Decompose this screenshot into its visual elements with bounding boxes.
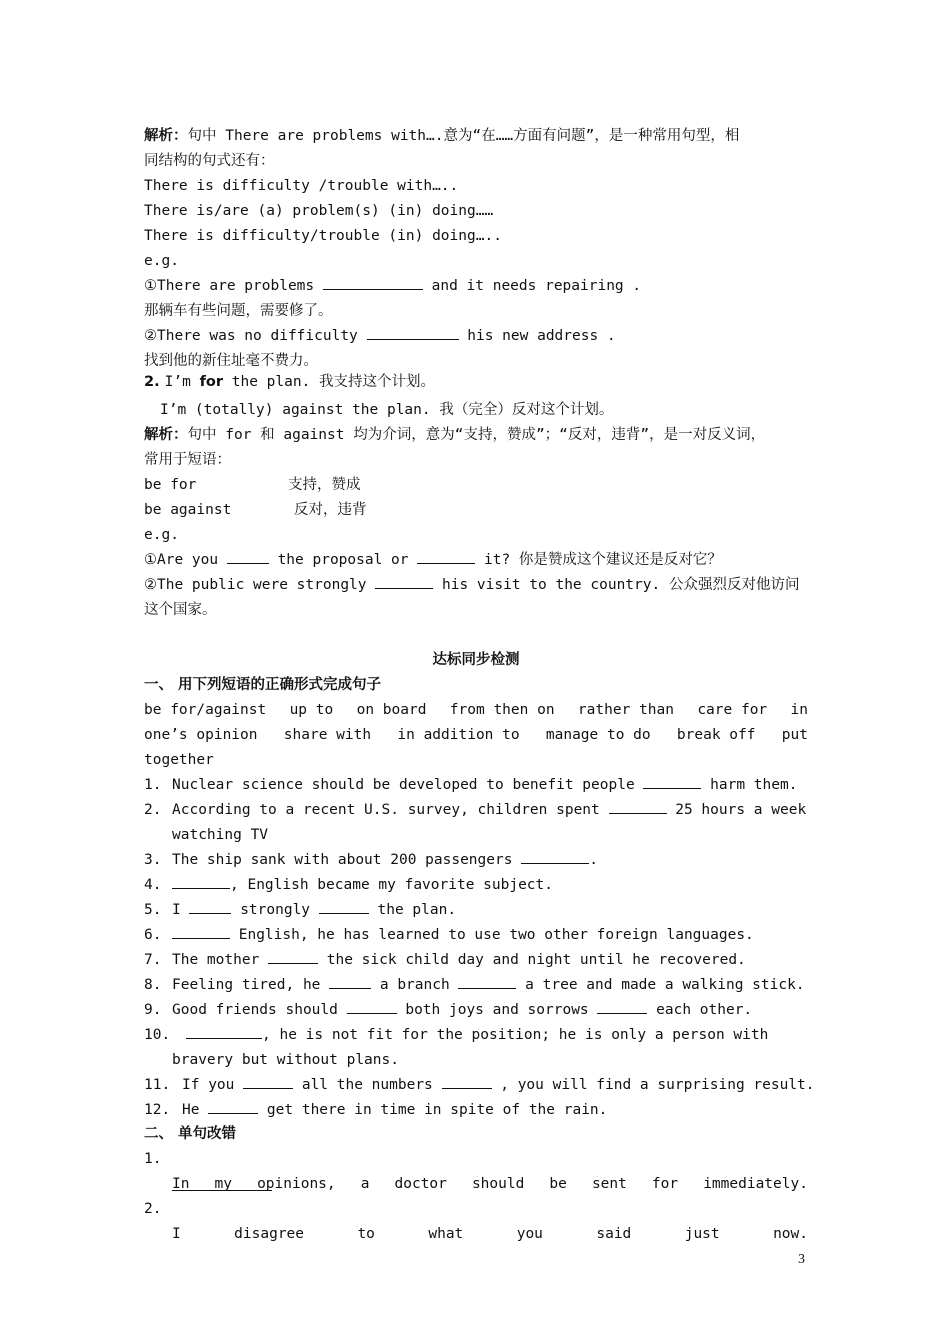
analysis-line-3: 解析：句中 for 和 against 均为介词，意为“支持，赞成”；“反对，违背”，是一对反义词， bbox=[144, 427, 766, 443]
page-number: 3 bbox=[798, 1252, 805, 1267]
blank[interactable] bbox=[329, 974, 371, 989]
question-12: 12. He get there in time in spite of the rain. bbox=[144, 1098, 808, 1123]
example-2: ②There was no difficulty his new address . bbox=[144, 324, 808, 349]
blank[interactable] bbox=[609, 799, 667, 814]
question-9: 9. Good friends should both joys and sorrows each other. bbox=[144, 998, 808, 1023]
blank[interactable] bbox=[375, 574, 433, 589]
point-2-sentence: 2. I’m for the plan. 我支持这个计划。 bbox=[144, 374, 436, 390]
question-3: 3. The ship sank with about 200 passengers . bbox=[144, 848, 808, 873]
point-2-contrast: I’m (totally) against the plan. 我（完全）反对这个计划。 bbox=[160, 402, 614, 418]
analysis-line-4: 常用于短语： bbox=[144, 452, 231, 468]
example-3: ①Are you the proposal or it? 你是赞成这个建议还是反对它？ bbox=[144, 548, 808, 573]
blank[interactable] bbox=[172, 924, 230, 939]
example-2-translation: 找到他的新住址毫不费力。 bbox=[144, 353, 318, 369]
blank[interactable] bbox=[208, 1099, 258, 1114]
analysis-text: 句中 There are problems with….意为“在……方面有问题”，是一种常用句型，相 bbox=[187, 128, 740, 144]
question-4: 4. , English became my favorite subject. bbox=[144, 873, 808, 898]
analysis-label: 解析： bbox=[144, 128, 188, 144]
blank[interactable] bbox=[458, 974, 516, 989]
blank[interactable] bbox=[172, 874, 230, 889]
question-10-cont: bravery but without plans. bbox=[172, 1052, 399, 1068]
question-2-cont: watching TV bbox=[172, 827, 269, 843]
question-10: 10. , he is not fit for the position; he is only a person with bbox=[144, 1023, 808, 1048]
blank[interactable] bbox=[597, 999, 647, 1014]
example-4-cont: 这个国家。 bbox=[144, 602, 217, 618]
eg-label: e.g. bbox=[144, 253, 179, 269]
blank[interactable] bbox=[643, 774, 701, 789]
question-11: 11. If you all the numbers , you will find a surprising result. bbox=[144, 1073, 808, 1098]
section-1-heading: 一、 用下列短语的正确形式完成句子 bbox=[144, 677, 382, 693]
pattern-1: There is difficulty /trouble with….. bbox=[144, 178, 459, 194]
eg-label-2: e.g. bbox=[144, 527, 179, 543]
question-1: 1. Nuclear science should be developed to benefit people harm them. bbox=[144, 773, 808, 798]
blank[interactable] bbox=[347, 999, 397, 1014]
blank[interactable] bbox=[442, 1074, 492, 1089]
blank[interactable] bbox=[243, 1074, 293, 1089]
correction-2: 2. I disagree to what you said just now. bbox=[144, 1201, 808, 1242]
answer-blank[interactable] bbox=[172, 1190, 272, 1191]
blank[interactable] bbox=[323, 275, 423, 290]
blank[interactable] bbox=[367, 325, 459, 340]
word-bank-line-1: be for/against up to on board from then on rather than care for in bbox=[144, 702, 808, 718]
word-bank-line-2: one’s opinion share with in addition to manage to do break off put bbox=[144, 727, 808, 743]
section-title: 达标同步检测 bbox=[432, 652, 520, 668]
word-bank-line-3: together bbox=[144, 752, 214, 768]
example-1: ①There are problems and it needs repairing . bbox=[144, 274, 808, 299]
question-5: 5. I strongly the plan. bbox=[144, 898, 808, 923]
blank[interactable] bbox=[186, 1024, 262, 1039]
phrase-be-for: be for 支持，赞成 bbox=[144, 477, 361, 493]
question-7: 7. The mother the sick child day and night until he recovered. bbox=[144, 948, 808, 973]
blank[interactable] bbox=[521, 849, 589, 864]
correction-1: 1. In my opinions, a doctor should be sent for immediately. bbox=[144, 1151, 808, 1192]
pattern-3: There is difficulty/trouble (in) doing….. bbox=[144, 228, 502, 244]
question-2: 2. According to a recent U.S. survey, children spent 25 hours a week bbox=[144, 798, 808, 823]
example-4: ②The public were strongly his visit to the country. 公众强烈反对他访问 bbox=[144, 573, 808, 598]
blank[interactable] bbox=[417, 549, 475, 564]
section-2-heading: 二、 单句改错 bbox=[144, 1126, 237, 1142]
example-1-translation: 那辆车有些问题，需要修了。 bbox=[144, 303, 333, 319]
question-6: 6. English, he has learned to use two other foreign languages. bbox=[144, 923, 808, 948]
pattern-2: There is/are (a) problem(s) (in) doing…… bbox=[144, 203, 494, 219]
blank[interactable] bbox=[227, 549, 269, 564]
question-8: 8. Feeling tired, he a branch a tree and made a walking stick. bbox=[144, 973, 808, 998]
phrase-be-against: be against 反对，违背 bbox=[144, 502, 367, 518]
blank[interactable] bbox=[319, 899, 369, 914]
blank[interactable] bbox=[268, 949, 318, 964]
blank[interactable] bbox=[189, 899, 231, 914]
analysis-line-2: 同结构的句式还有： bbox=[144, 153, 275, 169]
analysis-line-1 bbox=[144, 124, 808, 149]
